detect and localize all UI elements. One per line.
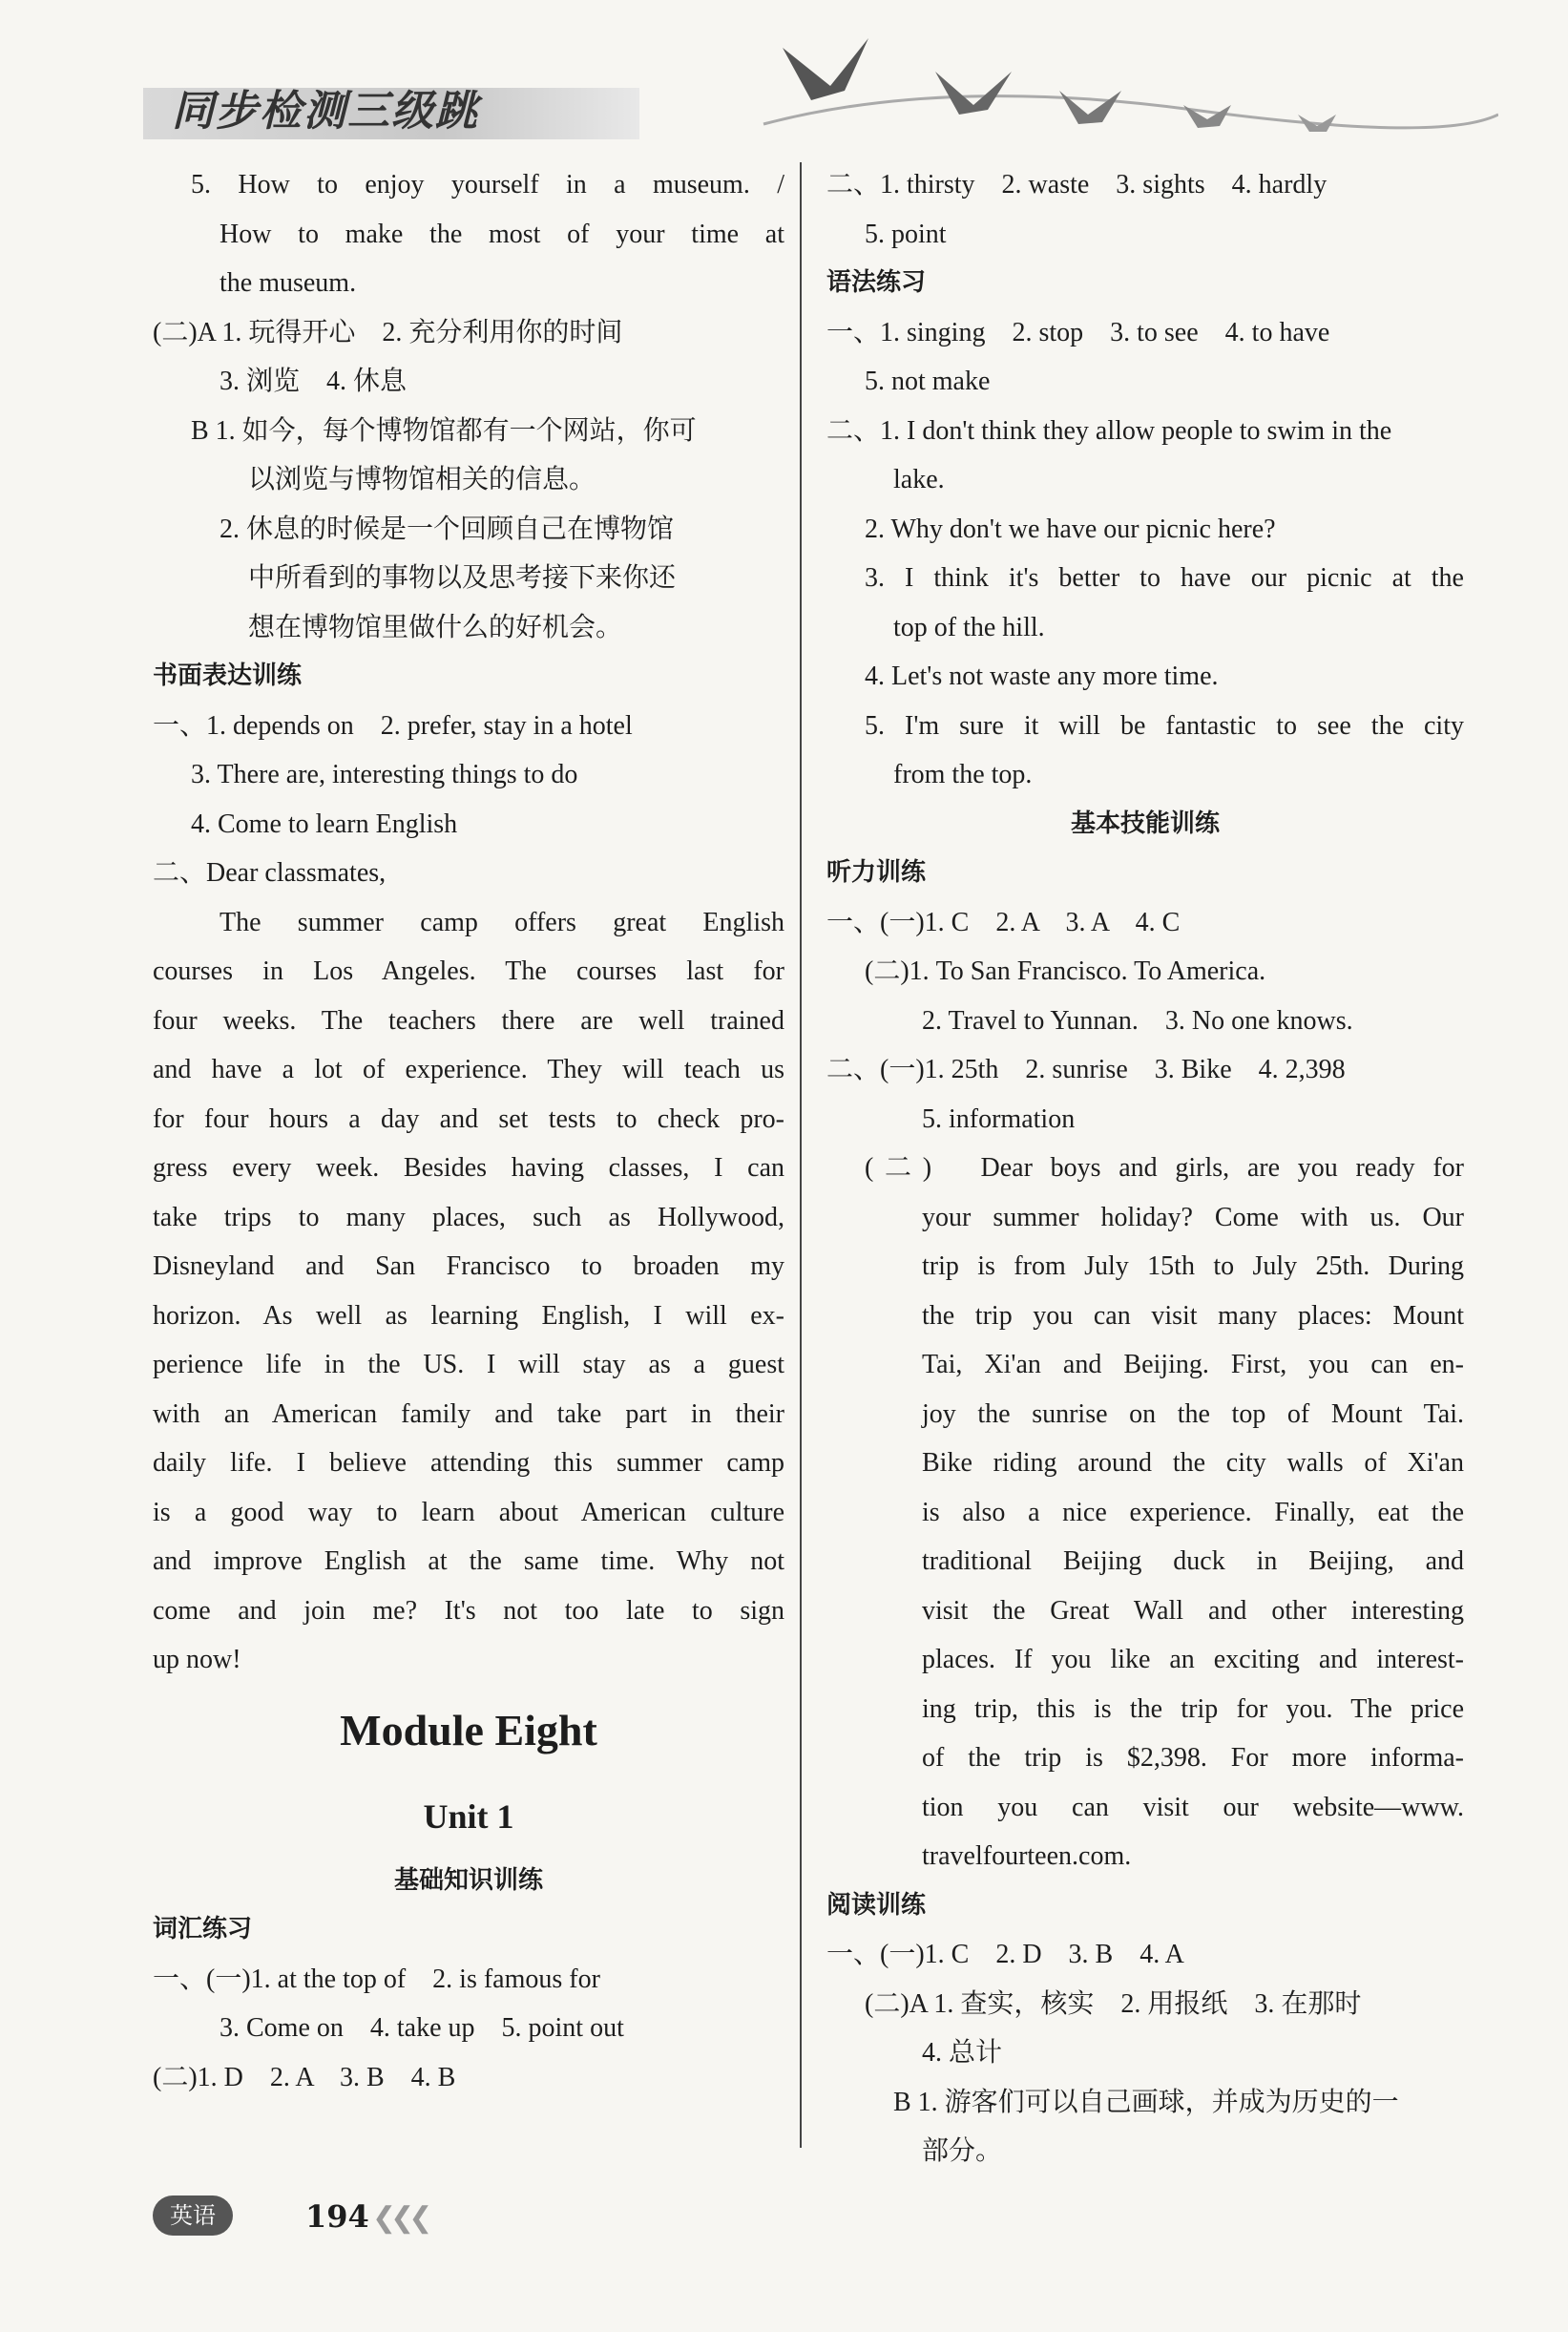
- left-line: Unit 1: [423, 1796, 514, 1836]
- right-line: 3. I think it's better to have our picnic at the: [865, 563, 1464, 593]
- right-line: tion you can visit our website—www.: [922, 1792, 1464, 1822]
- left-line: take trips to many places, such as Hollywood,: [153, 1202, 784, 1232]
- right-line: lake.: [893, 465, 945, 494]
- left-line: 基础知识训练: [393, 1865, 543, 1895]
- right-line: 二、1. I don't think they allow people to swim in the: [826, 415, 1392, 446]
- right-line: 听力训练: [826, 858, 927, 887]
- left-line: (二)1. D 2. A 3. B 4. B: [153, 2062, 456, 2092]
- right-column: [826, 160, 1464, 2176]
- left-line: 3. 浏览 4. 休息: [220, 367, 408, 396]
- right-line: 部分。: [922, 2136, 1003, 2166]
- right-line: 5. I'm sure it will be fantastic to see the city: [865, 710, 1464, 741]
- left-line: How to make the most of your time at: [220, 219, 784, 249]
- left-line: 一、(一)1. at the top of 2. is famous for: [153, 1964, 600, 1994]
- left-line: Disneyland and San Francisco to broaden my: [153, 1251, 784, 1281]
- column-divider: [800, 162, 802, 2148]
- page-number: 194: [305, 2198, 369, 2235]
- right-line: Bike riding around the city walls of Xi'an: [922, 1448, 1464, 1478]
- left-line: 一、1. depends on 2. prefer, stay in a hotel: [153, 710, 633, 741]
- left-line: 5. How to enjoy yourself in a museum. /: [191, 170, 784, 200]
- right-line: 一、(一)1. C 2. A 3. A 4. C: [826, 907, 1181, 937]
- right-line: 语法练习: [826, 268, 927, 297]
- right-line: the trip you can visit many places: Mount: [922, 1300, 1464, 1331]
- left-line: Module Eight: [340, 1705, 597, 1754]
- left-line: 3. Come on 4. take up 5. point out: [220, 2013, 624, 2043]
- right-line: 二、(一)1. 25th 2. sunrise 3. Bike 4. 2,398: [826, 1055, 1346, 1084]
- right-line: 4. 总计: [922, 2038, 1003, 2068]
- left-line: the museum.: [220, 268, 357, 298]
- left-line: 书面表达训练: [153, 662, 303, 690]
- left-line: horizon. As well as learning English, I will ex-: [153, 1300, 784, 1331]
- left-line: for four hours a day and set tests to check pro-: [153, 1103, 784, 1134]
- right-line: 二、1. thirsty 2. waste 3. sights 4. hardly: [826, 170, 1328, 200]
- right-line: Tai, Xi'an and Beijing. First, you can en-: [922, 1350, 1464, 1379]
- right-line: 4. Let's not waste any more time.: [865, 662, 1219, 691]
- left-line: B 1. 如今，每个博物馆都有一个网站，你可: [191, 415, 697, 446]
- right-line: B 1. 游客们可以自己画球，并成为历史的一: [893, 2087, 1399, 2117]
- right-line: 5. point: [865, 219, 947, 249]
- left-line: up now!: [153, 1645, 241, 1674]
- left-line: 4. Come to learn English: [191, 809, 458, 839]
- left-line: 2. 休息的时候是一个回顾自己在博物馆: [220, 514, 675, 544]
- right-line: visit the Great Wall and other interesting: [922, 1595, 1464, 1626]
- book-title: 同步检测三级跳: [172, 87, 479, 136]
- right-line: joy the sunrise on the top of Mount Tai.: [922, 1398, 1464, 1429]
- right-line: 阅读训练: [826, 1890, 927, 1920]
- left-column: [153, 160, 784, 2102]
- left-line: 3. There are, interesting things to do: [191, 760, 578, 789]
- left-line: 以浏览与博物馆相关的信息。: [248, 465, 596, 494]
- left-line: and improve English at the same time. Why not: [153, 1546, 784, 1576]
- right-line: 一、(一)1. C 2. D 3. B 4. A: [826, 1940, 1184, 1969]
- right-line: is also a nice experience. Finally, eat the: [922, 1497, 1464, 1527]
- right-line: places. If you like an exciting and interest-: [922, 1645, 1464, 1674]
- right-line: trip is from July 15th to July 25th. During: [922, 1251, 1464, 1281]
- left-line: courses in Los Angeles. The courses last for: [153, 956, 784, 986]
- left-line: 词汇练习: [153, 1915, 253, 1943]
- right-line: 一、1. singing 2. stop 3. to see 4. to have: [826, 317, 1330, 347]
- left-line: gress every week. Besides having classes, I can: [153, 1153, 784, 1183]
- page-header: [0, 0, 1568, 153]
- right-line: your summer holiday? Come with us. Our: [922, 1202, 1464, 1232]
- left-line: 二、Dear classmates,: [153, 858, 387, 888]
- right-line: 5. not make: [865, 367, 991, 396]
- left-line: (二)A 1. 玩得开心 2. 充分利用你的时间: [153, 317, 623, 347]
- chevron-decoration-icon: ❮❮❮: [372, 2202, 428, 2234]
- right-line: 5. information: [922, 1103, 1076, 1134]
- right-line: (二)1. To San Francisco. To America.: [865, 956, 1266, 986]
- right-line: 2. Why don't we have our picnic here?: [865, 514, 1276, 544]
- left-line: daily life. I believe attending this summer camp: [153, 1448, 784, 1478]
- right-line: 2. Travel to Yunnan. 3. No one knows.: [922, 1005, 1353, 1036]
- left-line: come and join me? It's not too late to sign: [153, 1595, 784, 1626]
- left-line: 想在博物馆里做什么的好机会。: [248, 612, 623, 642]
- left-line: perience life in the US. I will stay as a guest: [153, 1350, 784, 1379]
- left-line: with an American family and take part in their: [153, 1398, 784, 1429]
- left-line: four weeks. The teachers there are well trained: [153, 1005, 784, 1036]
- right-line: of the trip is $2,398. For more informa-: [922, 1743, 1464, 1773]
- right-line: 基本技能训练: [1070, 809, 1220, 838]
- right-line: top of the hill.: [893, 612, 1045, 642]
- right-line: (二)A 1. 查实，核实 2. 用报纸 3. 在那时: [865, 1988, 1362, 2019]
- right-line: travelfourteen.com.: [922, 1841, 1132, 1871]
- left-line: The summer camp offers great English: [220, 907, 784, 937]
- right-line: from the top.: [893, 760, 1033, 789]
- left-line: 中所看到的事物以及思考接下来你还: [248, 563, 677, 593]
- right-line: ing trip, this is the trip for you. The price: [922, 1693, 1464, 1724]
- left-line: is a good way to learn about American culture: [153, 1497, 784, 1527]
- left-line: and have a lot of experience. They will teach us: [153, 1055, 784, 1084]
- right-line: (二) Dear boys and girls, are you ready for: [865, 1153, 1464, 1183]
- birds-decoration-icon: [754, 19, 1498, 143]
- subject-label: 英语: [153, 2195, 233, 2236]
- right-line: traditional Beijing duck in Beijing, and: [922, 1546, 1464, 1576]
